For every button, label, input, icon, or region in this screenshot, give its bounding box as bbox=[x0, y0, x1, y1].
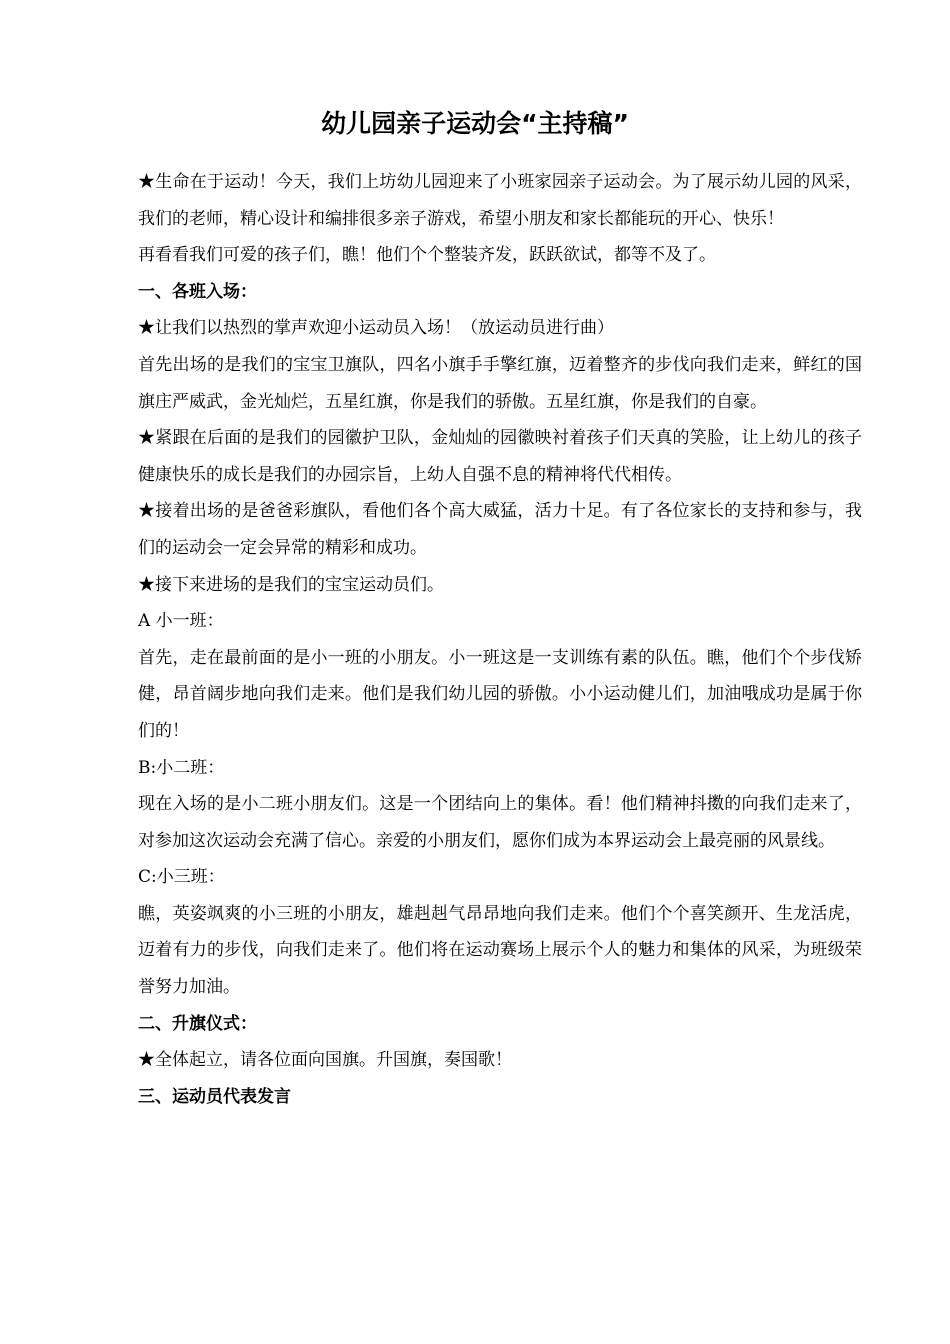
body-paragraph: ★紧跟在后面的是我们的园徽护卫队，金灿灿的园徽映衬着孩子们天真的笑脸，让上幼儿的孩子健康快乐的成长是我们的办园宗旨，上幼人自强不息的精神将代代相传。 bbox=[138, 428, 862, 485]
body-paragraph: ★接下来进场的是我们的宝宝运动员们。 bbox=[138, 574, 444, 595]
body-paragraph: 现在入场的是小二班小朋友们。这是一个团结向上的集体。看！他们精神抖擞的向我们走来了，对参加这次运动会充满了信心。亲爱的小朋友们，愿你们成为本界运动会上最亮丽的风景线。 bbox=[138, 794, 862, 851]
document-body bbox=[138, 164, 862, 1115]
body-paragraph: 首先出场的是我们的宝宝卫旗队，四名小旗手手擎红旗，迈着整齐的步伐向我们走来，鲜红的国旗庄严威武，金光灿烂，五星红旗，你是我们的骄傲。五星红旗，你是我们的自豪。 bbox=[138, 354, 862, 412]
section-heading: 二、升旗仪式： bbox=[138, 1013, 257, 1034]
document-title: 幼儿园亲子运动会“主持稿” bbox=[321, 109, 629, 138]
section-heading: 三、运动员代表发言 bbox=[138, 1086, 291, 1107]
body-paragraph: 首先，走在最前面的是小一班的小朋友。小一班这是一支训练有素的队伍。瞧，他们个个步伐矫健，昂首阔步地向我们走来。他们是我们幼儿园的骄傲。小小运动健儿们，加油哦成功是属于你们的！ bbox=[138, 647, 862, 741]
body-paragraph: ★接着出场的是爸爸彩旗队，看他们各个高大威猛，活力十足。有了各位家长的支持和参与，我们的运动会一定会异常的精彩和成功。 bbox=[138, 501, 862, 558]
body-paragraph: ★让我们以热烈的掌声欢迎小运动员入场！（放运动员进行曲） bbox=[138, 318, 614, 339]
body-paragraph: C:小三班： bbox=[138, 867, 225, 888]
body-paragraph: 再看看我们可爱的孩子们，瞧！他们个个整装齐发，跃跃欲试，都等不及了。 bbox=[138, 245, 716, 266]
body-paragraph: 瞧，英姿飒爽的小三班的小朋友，雄赳赳气昂昂地向我们走来。他们个个喜笑颜开、生龙活虎，迈着有力的步伐，向我们走来了。他们将在运动赛场上展示个人的魅力和集体的风采，为班级荣誉努力加油。 bbox=[138, 903, 862, 998]
body-paragraph: A 小一班： bbox=[138, 611, 224, 632]
body-paragraph: ★生命在于运动！今天，我们上坊幼儿园迎来了小班家园亲子运动会。为了展示幼儿园的风采，我们的老师，精心设计和编排很多亲子游戏，希望小朋友和家长都能玩的开心、快乐！ bbox=[138, 172, 862, 229]
section-heading: 一、各班入场： bbox=[138, 281, 257, 302]
body-paragraph: ★全体起立，请各位面向国旗。升国旗，奏国歌！ bbox=[138, 1050, 512, 1071]
body-paragraph: B:小二班： bbox=[138, 757, 225, 778]
